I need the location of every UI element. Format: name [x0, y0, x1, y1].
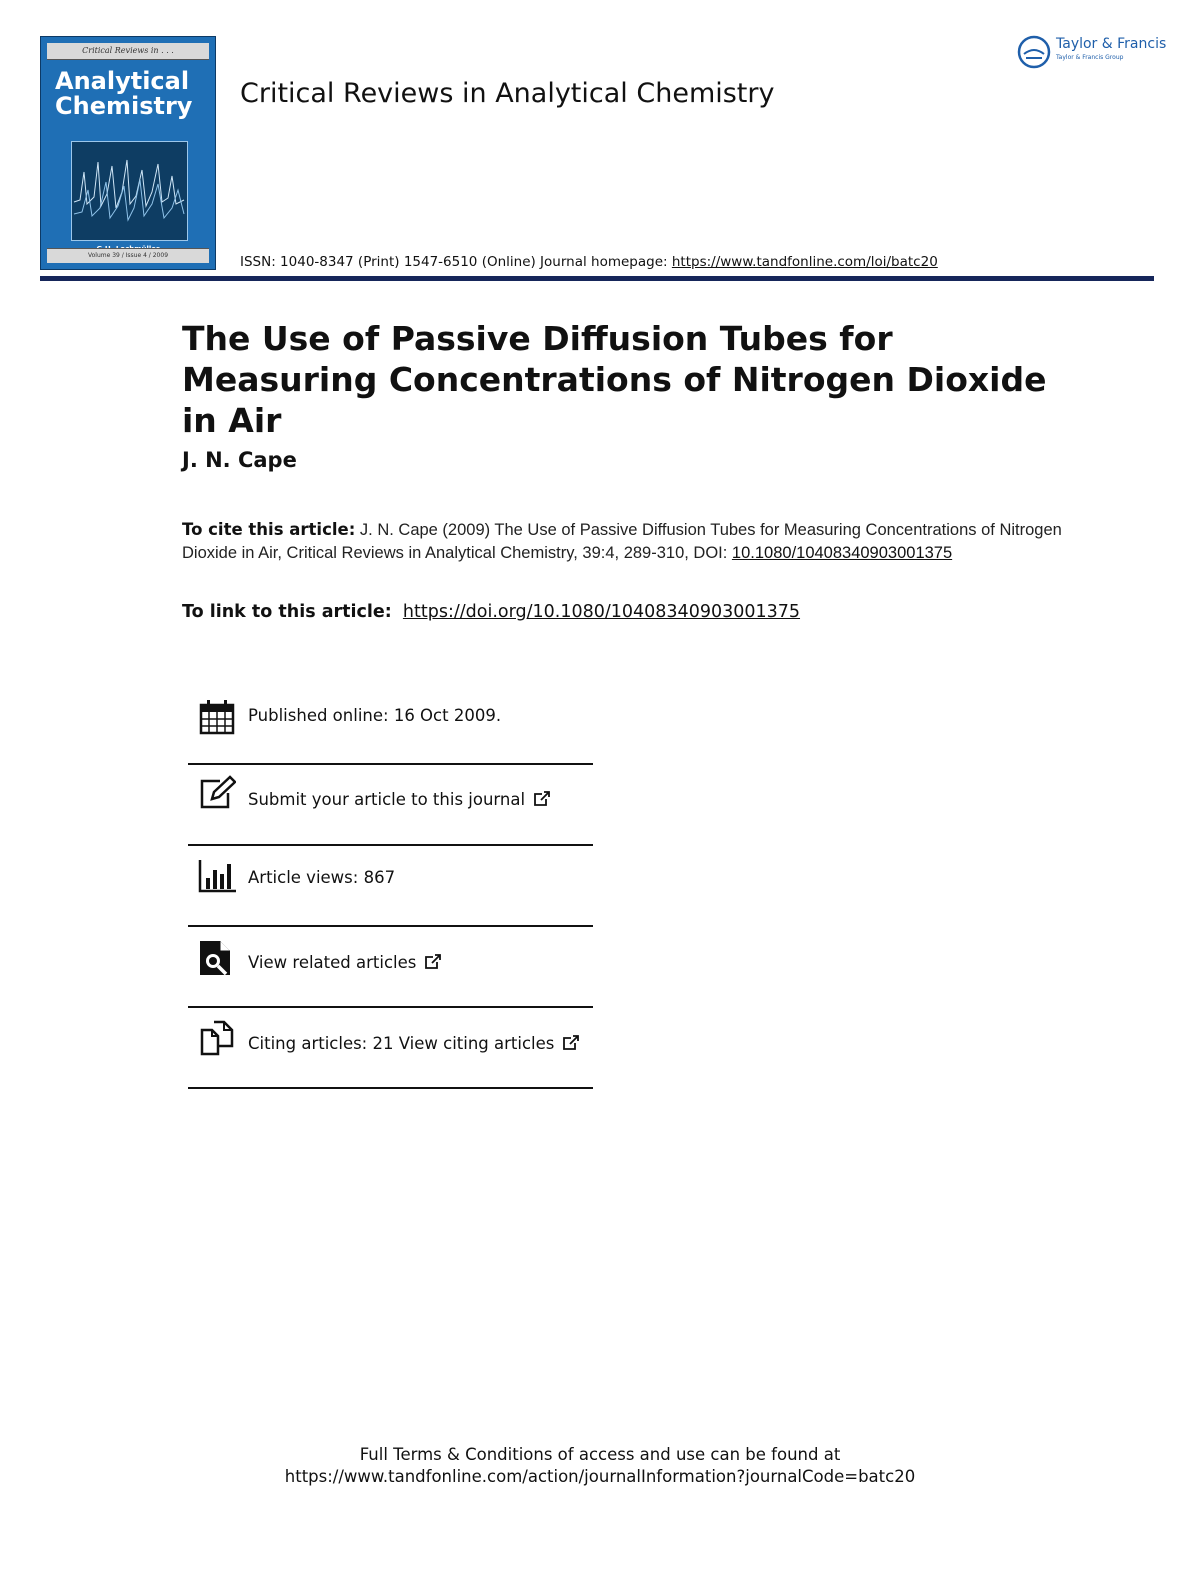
published-text: Published online: 16 Oct 2009.	[248, 706, 502, 725]
publisher-name: Taylor & Francis	[1056, 36, 1167, 52]
article-doi-link[interactable]: https://doi.org/10.1080/10408340903001375	[402, 602, 801, 622]
copy-documents-icon	[198, 1020, 236, 1058]
external-link-icon	[562, 1035, 580, 1051]
footer-line-1: Full Terms & Conditions of access and use can be found at	[359, 1445, 841, 1464]
cite-text: J. N. Cape (2009) The Use of Passive Diffusion Tubes for Measuring Concentrations of Nitrogen Dioxide in Air, Critical Reviews in Analytical Chemistry, 39:4, 289-310, DOI:	[182, 521, 1062, 562]
published-row	[188, 686, 593, 765]
views-text: Article views: 867	[248, 868, 396, 887]
citing-label: Citing articles: 21 View citing articles	[248, 1034, 555, 1053]
issn-line	[240, 254, 938, 270]
submit-label: Submit your article to this journal	[248, 790, 526, 809]
journal-name: Critical Reviews in Analytical Chemistry	[240, 78, 775, 109]
header-rule	[40, 276, 1154, 281]
journal-homepage-link[interactable]: https://www.tandfonline.com/loi/batc20	[671, 254, 938, 270]
publisher-tagline: Taylor & Francis Group	[1056, 54, 1124, 61]
cite-label: To cite this article:	[182, 520, 356, 539]
edit-icon	[198, 775, 236, 813]
search-document-icon	[198, 939, 236, 977]
issn-text: ISSN: 1040-8347 (Print) 1547-6510 (Online) Journal homepage:	[240, 254, 672, 270]
related-text[interactable]	[248, 953, 442, 972]
external-link-icon	[533, 791, 551, 807]
taylor-francis-icon	[1016, 34, 1052, 70]
article-title: The Use of Passive Diffusion Tubes for Measuring Concentrations of Nitrogen Dioxide in Air	[182, 319, 1047, 440]
cite-doi-link[interactable]: 10.1080/10408340903001375	[731, 544, 953, 562]
citing-row[interactable]	[188, 1008, 593, 1089]
submit-text[interactable]	[248, 790, 551, 809]
cover-bottom-text: Volume 39 / Issue 4 / 2009	[47, 248, 209, 263]
cover-spectrum-image	[71, 141, 188, 241]
submit-row[interactable]	[188, 765, 593, 846]
article-info-list	[188, 686, 593, 1089]
footer-terms-link[interactable]: https://www.tandfonline.com/action/journalInformation?journalCode=batc20	[284, 1467, 916, 1486]
cover-top-text: Critical Reviews in . . .	[47, 43, 209, 60]
views-row	[188, 846, 593, 927]
article-link-row	[182, 602, 800, 622]
external-link-icon	[424, 954, 442, 970]
citation-block	[182, 518, 1082, 565]
link-label: To link to this article:	[182, 602, 392, 622]
cover-title: Analytical Chemistry	[55, 67, 193, 120]
related-row[interactable]	[188, 927, 593, 1008]
related-label: View related articles	[248, 953, 417, 972]
terms-footer	[0, 1444, 1200, 1488]
journal-cover	[40, 36, 216, 270]
article-author: J. N. Cape	[182, 448, 297, 472]
publisher-logo	[1016, 34, 1166, 70]
calendar-icon	[198, 698, 236, 736]
citing-text[interactable]	[248, 1034, 580, 1053]
bar-chart-icon	[198, 858, 236, 896]
